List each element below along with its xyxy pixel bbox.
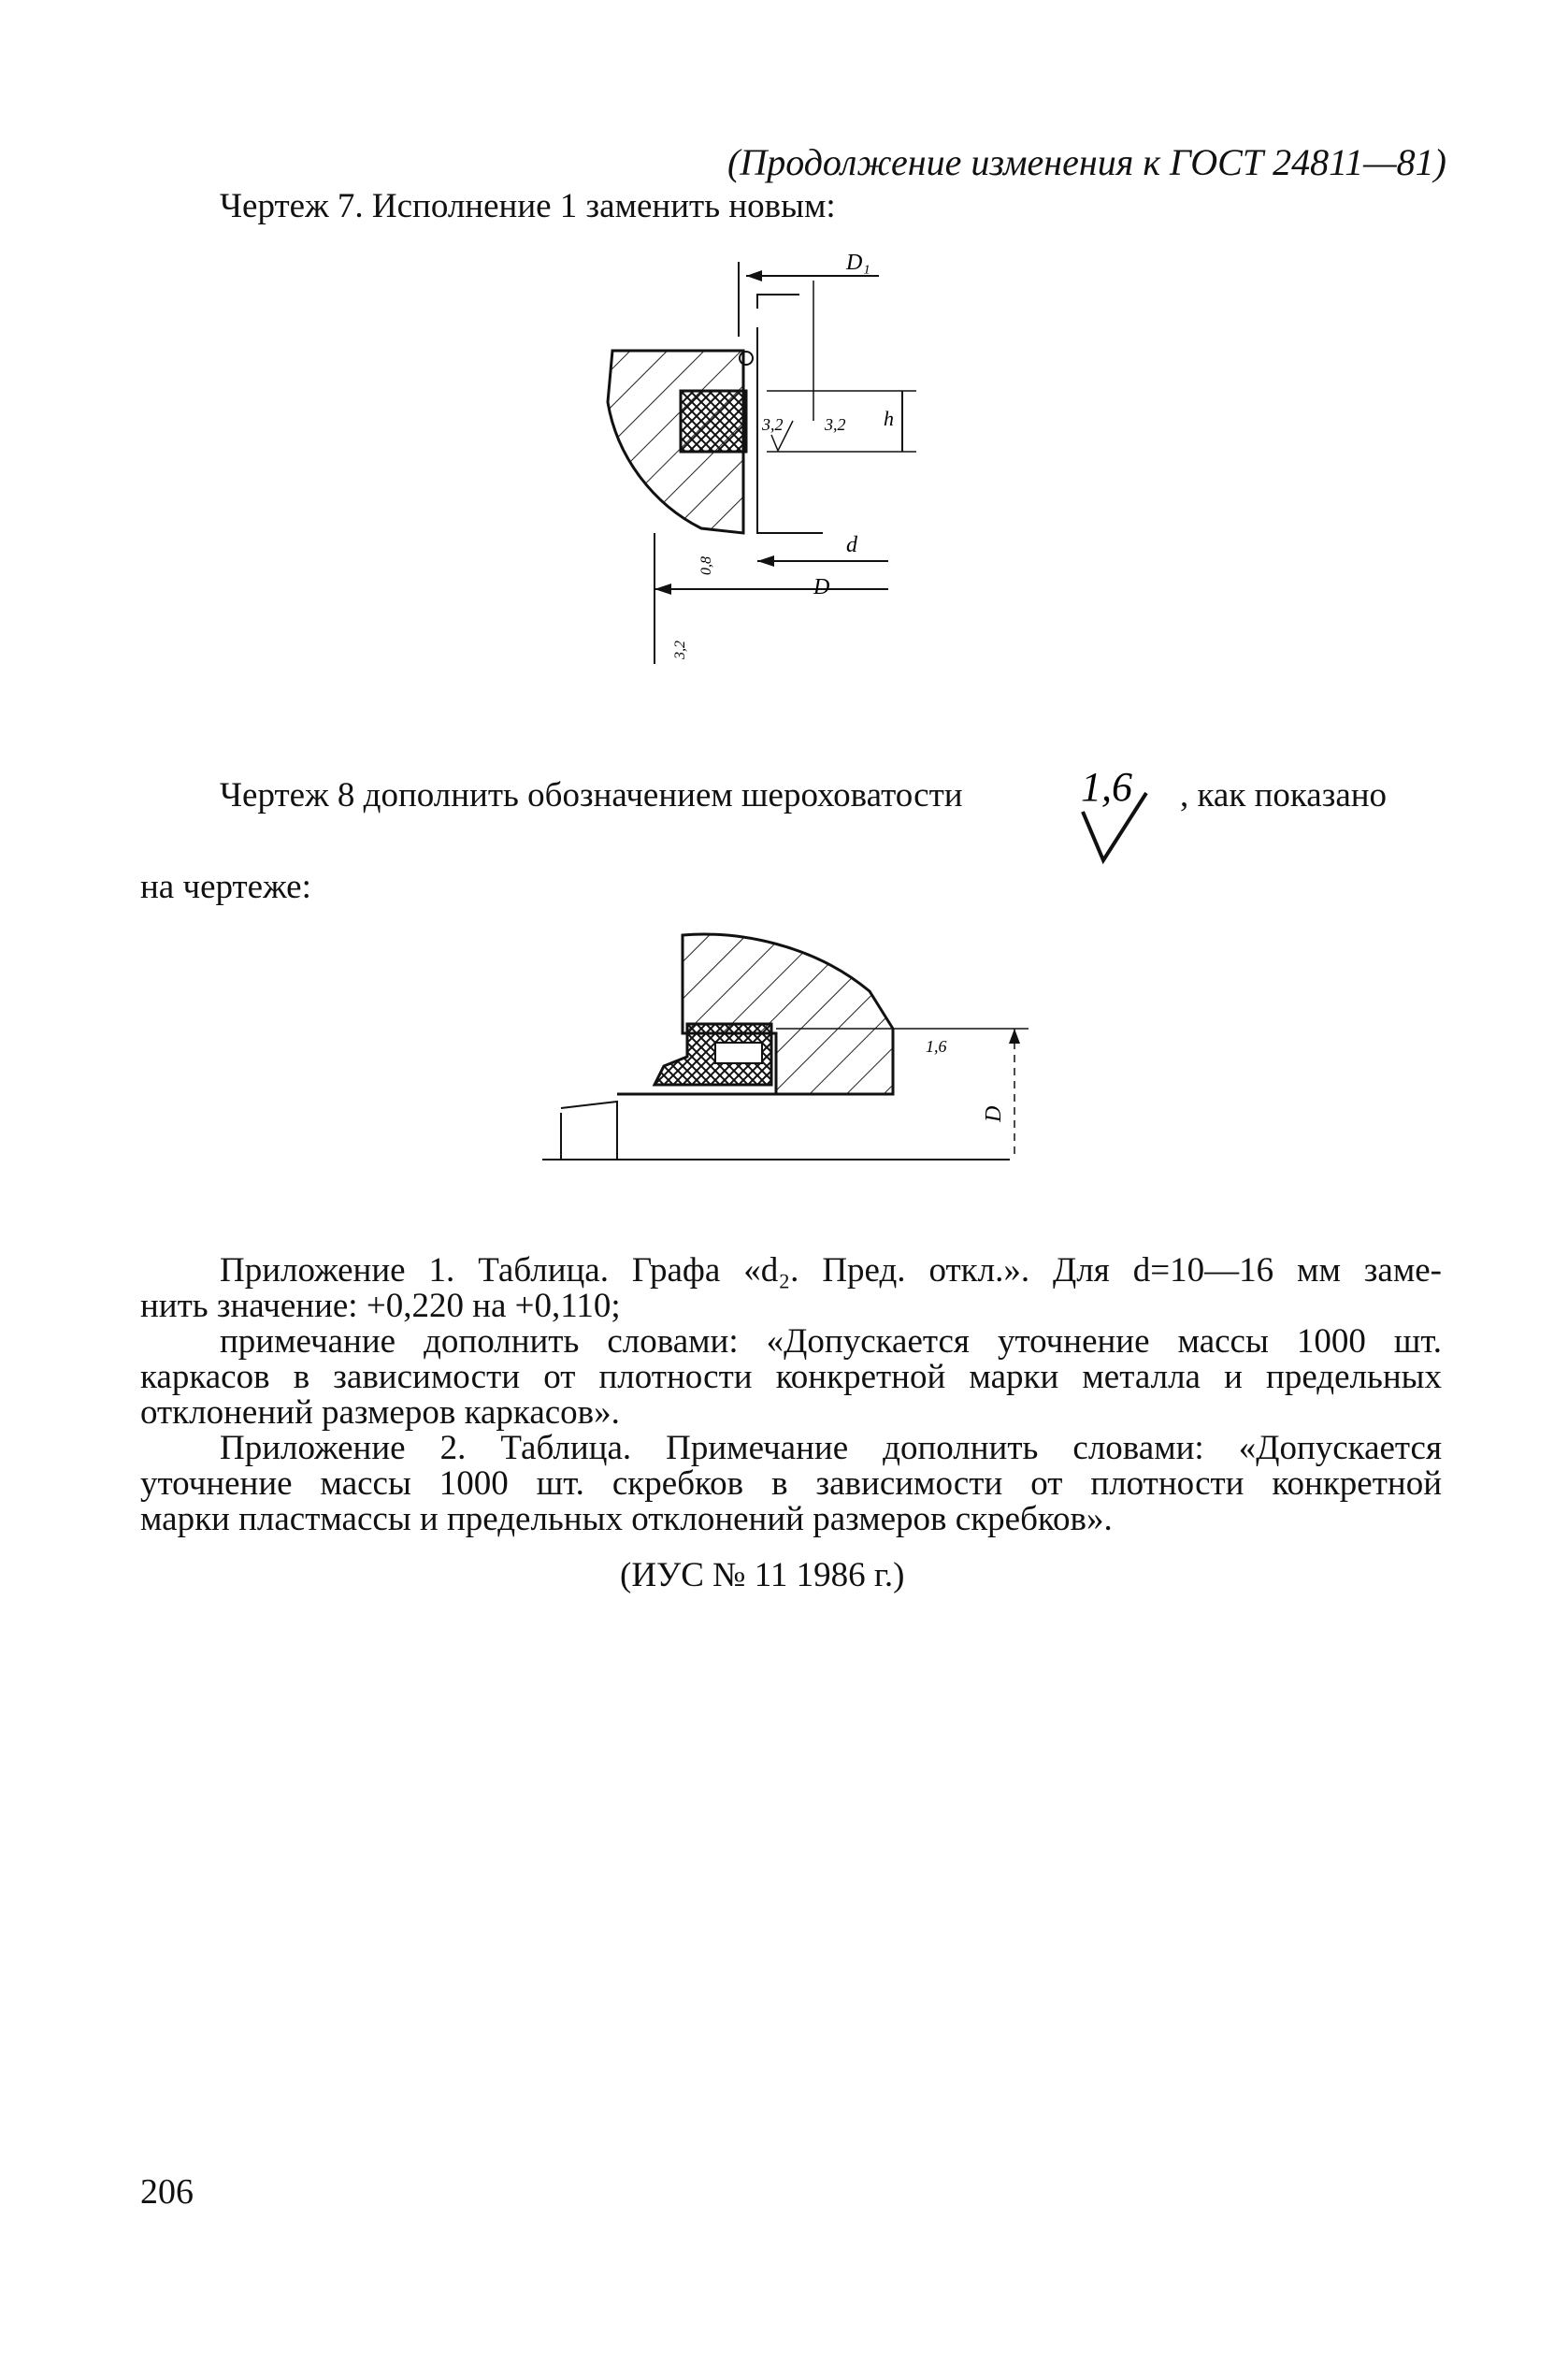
appendix1-line3: примечание дополнить словами: «Допускается уточнение массы 1000 шт. <box>220 1322 1442 1361</box>
appendix1-line5: отклонений размеров каркасов». <box>140 1393 620 1432</box>
drawing8-intro-left: Чертеж 8 дополнить обозначением шероховатости <box>220 776 963 814</box>
appendix1-line2: нить значение: +0,220 на +0,110; <box>140 1287 621 1325</box>
roughness-value: 1,6 <box>1081 764 1132 810</box>
appendix1-line1: Приложение 1. Таблица. Графа «d₂. Пред. откл.». Для d=10—16 мм заме- <box>220 1251 1442 1290</box>
drawing8-intro-cont: на чертеже: <box>140 868 311 906</box>
appendix1-line4: каркасов в зависимости от плотности конкретной марки металла и предельных <box>140 1358 1442 1396</box>
label-h: h <box>884 407 894 430</box>
label-D: D <box>813 575 830 599</box>
drawing-8 <box>533 926 1057 1169</box>
label-roughness-b: 3,2 <box>825 415 846 434</box>
appendix2-line2: уточнение массы 1000 шт. скребков в зависимости от плотности конкретной <box>140 1464 1442 1503</box>
seal-section <box>681 391 746 452</box>
source-reference: (ИУС № 11 1986 г.) <box>620 1556 905 1594</box>
appendix2-line1: Приложение 2. Таблица. Примечание дополнить словами: «Допускается <box>220 1429 1442 1467</box>
label-d: d <box>846 533 857 557</box>
label-D: D <box>982 1105 1006 1122</box>
page-header: (Продолжение изменения к ГОСТ 24811—81) <box>727 141 1446 183</box>
label-roughness: 1,6 <box>926 1037 947 1056</box>
label-roughness-a: 3,2 <box>762 415 784 434</box>
drawing-7 <box>580 252 935 683</box>
drawing8-intro-right: , как показано <box>1180 776 1388 814</box>
label-roughness-08: 0,8 <box>698 556 714 575</box>
label-D1: D₁ <box>846 252 870 275</box>
label-roughness-c: 3,2 <box>672 641 688 659</box>
page-number: 206 <box>140 2172 194 2212</box>
roughness-symbol <box>1073 756 1158 868</box>
drawing7-intro: Чертеж 7. Исполнение 1 заменить новым: <box>220 187 836 225</box>
appendix2-line3: марки пластмассы и предельных отклонений размеров скребков». <box>140 1500 1113 1538</box>
